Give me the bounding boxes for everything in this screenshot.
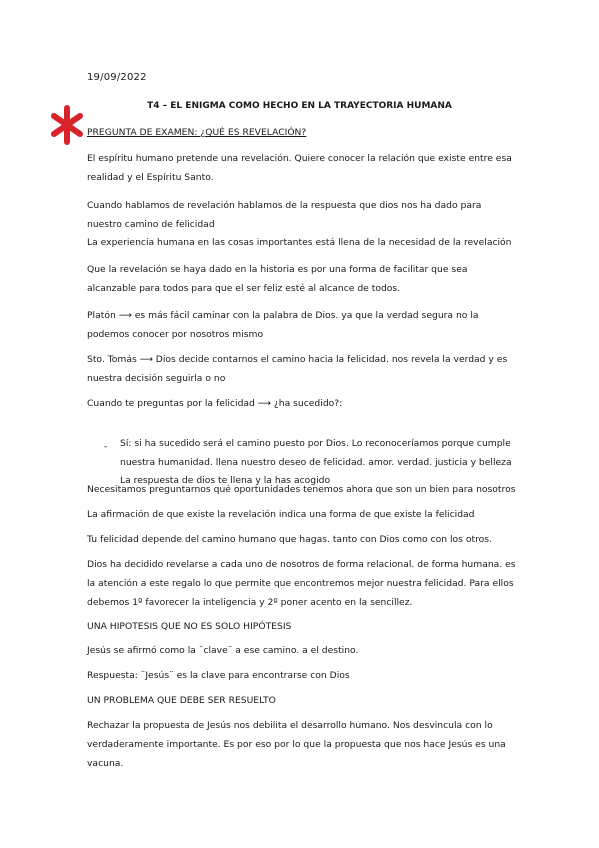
paragraph: Tu felicidad depende del camino humano que hagas. tanto con Dios como con los otros.: [87, 534, 492, 545]
paragraph: Dios ha decidido revelarse a cada uno de nosotros de forma relacional. de forma humana. es la atención a este regalo lo que permite que encontremos mejor nuestra felicidad. Para ellos debemos 1º favorecer la inteligencia y 2º poner acento en la sencillez.: [87, 559, 516, 608]
paragraph: Rechazar la propuesta de Jesús nos debilita el desarrollo humano. Nos desvincula con lo verdaderamente importante. Es por eso por lo que la propuesta que nos hace Jesús es una vacuna.: [87, 720, 506, 769]
date: 19/09/2022: [87, 72, 147, 83]
section-heading: UN PROBLEMA QUE DEBE SER RESUELTO: [87, 695, 276, 706]
section-heading: UNA HIPOTESIS QUE NO ES SOLO HIPÓTESIS: [87, 621, 292, 632]
paragraph: Jesús se afirmó como la ¨clave¨ a ese camino. a el destino.: [87, 645, 359, 656]
paragraph: La afirmación de que existe la revelación indica una forma de que existe la felicidad: [87, 509, 475, 520]
page-title: T4 – EL ENIGMA COMO HECHO EN LA TRAYECTORIA HUMANA: [147, 101, 452, 111]
paragraph: Cuando te preguntas por la felicidad ⟶ ¿ha sucedido?:: [87, 398, 343, 409]
paragraph: Que la revelación se haya dado en la historia es por una forma de facilitar que sea alcanzable para todos para que el ser feliz esté al alcance de todos.: [87, 264, 468, 294]
bullet-line: nuestra humanidad. llena nuestro deseo de felicidad. amor. verdad. justicia y belleza: [120, 456, 512, 468]
paragraph: Cuando hablamos de revelación hablamos de la respuesta que dios nos ha dado para nuestro camino de felicidad: [87, 200, 482, 230]
paragraph: La experiencia humana en las cosas importantes está llena de la necesidad de la revelación: [87, 237, 512, 248]
paragraph: Respuesta: ¨Jesús¨ es la clave para encontrarse con Dios: [87, 670, 350, 681]
asterisk-icon: [50, 103, 84, 147]
exam-question: PREGUNTA DE EXAMEN: ¿QUÉ ES REVELACIÓN?: [87, 127, 307, 138]
paragraph: Necesitamos preguntarnos qué oportunidades tenemos ahora que son un bien para nosotros: [87, 484, 516, 495]
paragraph: Sto. Tomás ⟶ Dios decide contarnos el camino hacia la felicidad. nos revela la verdad y es nuestra decisión seguirla o no: [87, 354, 508, 384]
paragraph: Platón ⟶ es más fácil caminar con la palabra de Dios. ya que la verdad segura no la podemos conocer por nosotros mismo: [87, 310, 479, 340]
bullet-line: La respuesta de dios te llena y la has acogido: [120, 475, 331, 486]
bullet-marker: -: [104, 441, 108, 452]
bullet-line: Sí: si ha sucedido será el camino puesto por Dios. Lo reconoceríamos porque cumple: [120, 438, 511, 449]
paragraph: El espíritu humano pretende una revelación. Quiere conocer la relación que existe entre esa realidad y el Espíritu Santo.: [87, 153, 512, 183]
